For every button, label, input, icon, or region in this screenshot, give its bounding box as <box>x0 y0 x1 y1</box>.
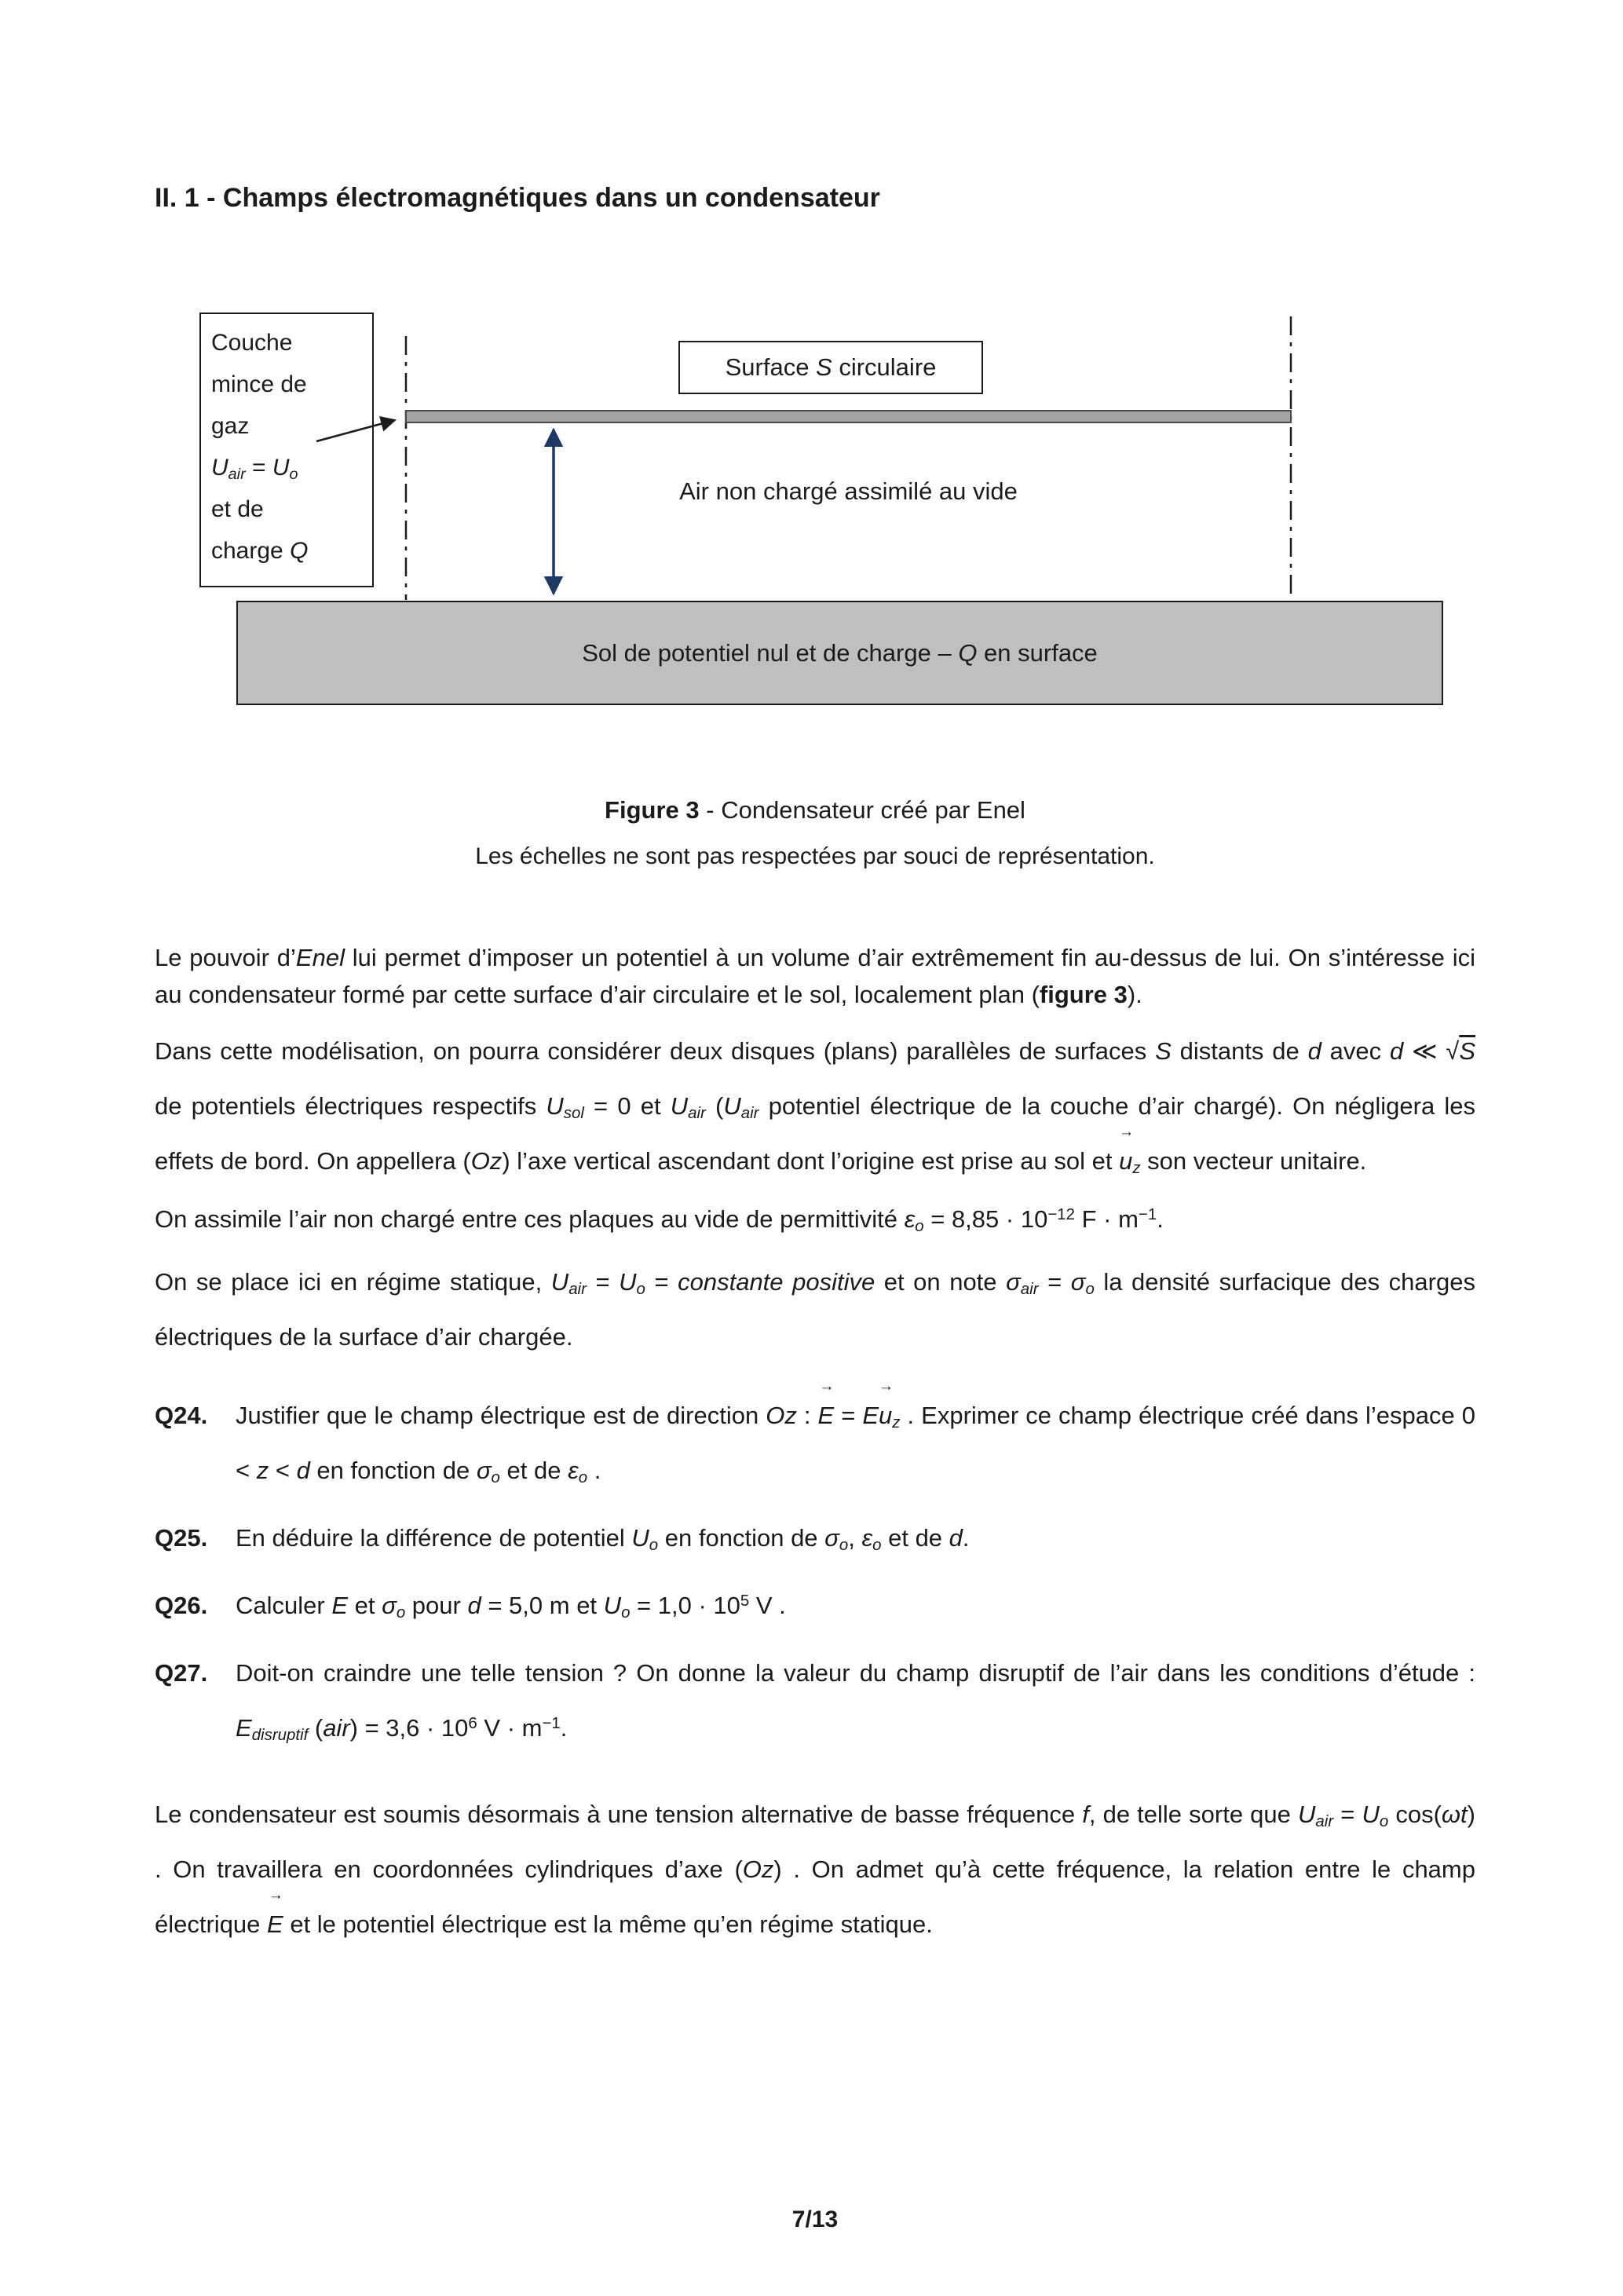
text-run: d <box>467 1592 481 1619</box>
question-q25-label: Q25. <box>155 1524 208 1552</box>
text-run: = <box>245 455 272 481</box>
text-run: mince de <box>211 371 307 397</box>
text-run: U <box>723 1092 741 1120</box>
text-run: σ <box>1070 1268 1086 1296</box>
figure-caption <box>155 796 1475 824</box>
text-run: Calculer <box>236 1592 332 1619</box>
text-run: circulaire <box>832 353 937 381</box>
text-run: On se place ici en régime statique, <box>155 1268 551 1296</box>
text-run: et de <box>499 1457 568 1484</box>
text-run: Q <box>958 638 978 667</box>
question-q25 <box>155 1511 1475 1566</box>
text-run: Le pouvoir d’ <box>155 944 296 971</box>
question-q25-body <box>236 1511 1475 1566</box>
text-run: < <box>269 1457 297 1484</box>
text-run: potentiel électrique de la couche d’air chargé). On négligera les effets de bord. On appellera ( <box>155 1092 1475 1175</box>
text-run: et on note <box>875 1268 1007 1296</box>
question-q24 <box>155 1388 1475 1498</box>
text-run: Dans cette modélisation, on pourra considérer deux disques (plans) parallèles de surfaces <box>155 1037 1156 1065</box>
text-run: et le potentiel électrique est la même qu’en régime statique. <box>283 1910 933 1938</box>
gas-box-line-4 <box>211 447 362 488</box>
text-run: constante positive <box>678 1268 875 1296</box>
text-run: En déduire la différence de potentiel <box>236 1524 632 1552</box>
text-run: u → <box>1119 1134 1132 1189</box>
text-run: . Exprimer ce champ électrique créé dans l’espace <box>900 1402 1462 1429</box>
paragraph-intro <box>155 939 1475 1013</box>
text-run: = <box>834 1402 863 1429</box>
text-run: S <box>816 353 832 381</box>
gas-box-line-5 <box>211 488 362 530</box>
text-run: Sol de potentiel nul et de charge – <box>582 638 959 667</box>
text-run: F · m <box>1074 1205 1139 1233</box>
text-run: d <box>1389 1037 1404 1065</box>
gas-box-line-2 <box>211 364 362 405</box>
text-run: air <box>740 1104 759 1123</box>
text-run: o <box>289 465 298 483</box>
text-run: = <box>1333 1801 1362 1828</box>
text-run: −1 <box>542 1713 561 1732</box>
text-run: Surface <box>725 353 817 381</box>
text-run: U <box>1362 1801 1380 1828</box>
text-run: air <box>323 1714 350 1742</box>
text-run: z <box>892 1413 901 1432</box>
text-run: de potentiels électriques respectifs <box>155 1092 546 1120</box>
figure-note <box>155 843 1475 870</box>
text-run: = 0 et <box>583 1092 671 1120</box>
text-run: E → <box>267 1897 283 1952</box>
text-run: sol <box>563 1104 584 1123</box>
text-run: ε <box>568 1457 579 1484</box>
text-run: air <box>568 1280 587 1299</box>
text-run: z <box>1132 1159 1141 1178</box>
text-run: Figure 3 <box>605 796 700 824</box>
text-run: figure 3 <box>1039 981 1128 1008</box>
text-run: air <box>1020 1280 1039 1299</box>
ground-bar <box>236 601 1443 705</box>
text-run: Enel <box>295 944 345 971</box>
text-run: On assimile l’air non chargé entre ces plaques au vide de permittivité <box>155 1205 905 1233</box>
text-run: Q <box>290 538 309 564</box>
text-run: ( <box>705 1092 724 1120</box>
text-run: . <box>560 1714 568 1742</box>
text-run: S <box>1155 1037 1172 1065</box>
text-run: σ <box>476 1457 492 1484</box>
text-run: avec <box>1321 1037 1390 1065</box>
paragraph-model <box>155 1024 1475 1189</box>
text-run: o <box>915 1217 924 1236</box>
text-run: en fonction de <box>309 1457 477 1484</box>
text-run: = <box>645 1268 678 1296</box>
text-run: , de telle sorte que <box>1088 1801 1299 1828</box>
text-run: Les échelles ne sont pas respectées par souci de représentation. <box>475 843 1155 869</box>
text-run: = 1,0 · 10 <box>630 1592 740 1619</box>
section-title: II. 1 - Champs électromagnétiques dans un condensateur <box>155 183 880 213</box>
text-run: ( <box>308 1714 324 1742</box>
text-run: U <box>550 1268 569 1296</box>
question-q27 <box>155 1646 1475 1756</box>
text-run: o <box>872 1536 882 1555</box>
text-run: ). <box>1127 981 1142 1008</box>
text-run: U <box>631 1524 649 1552</box>
text-run: charge <box>211 538 291 564</box>
text-run: Oz <box>470 1147 503 1175</box>
text-run: en fonction de <box>658 1524 825 1552</box>
text-run: Doit-on craindre une telle tension ? On donne la valeur du champ disruptif de l’air dans les conditions d’étude : <box>236 1659 1475 1687</box>
page-number: 7/13 <box>791 2206 839 2232</box>
text-run: en surface <box>977 638 1098 667</box>
text-run: et de <box>881 1524 949 1552</box>
text-run: ) l’axe vertical ascendant dont l’origine est prise au sol et <box>502 1147 1120 1175</box>
text-run: 6 <box>468 1713 477 1732</box>
text-run: U <box>1298 1801 1316 1828</box>
text-run: distants de <box>1171 1037 1308 1065</box>
text-run: o <box>839 1536 849 1555</box>
text-run: o <box>396 1603 406 1622</box>
text-run: σ <box>824 1524 839 1552</box>
text-run: cos( <box>1388 1801 1442 1828</box>
text-run: d <box>1307 1037 1321 1065</box>
text-run: o <box>621 1603 631 1622</box>
text-run: U <box>619 1268 637 1296</box>
text-run: la densité surfacique des charges électriques de la surface d’air chargée. <box>155 1268 1475 1351</box>
charged-air-layer-bar <box>406 411 1291 422</box>
text-run: 0 < <box>236 1402 1475 1484</box>
text-run: Justifier que le champ électrique est de direction <box>236 1402 766 1429</box>
text-run: . <box>962 1524 970 1552</box>
text-run: S <box>1459 1037 1475 1065</box>
question-q24-body <box>236 1388 1475 1498</box>
question-q26-body <box>236 1578 1475 1633</box>
text-run: air <box>228 465 246 483</box>
text-run: ε <box>861 1524 873 1552</box>
text-run: f <box>1082 1801 1089 1828</box>
text-run: o <box>636 1280 645 1299</box>
text-run: gaz <box>211 413 250 439</box>
text-run: 5 <box>740 1591 750 1610</box>
text-run: U <box>670 1092 689 1120</box>
gas-box-line-3 <box>211 405 362 447</box>
text-run: ≪ √ <box>1403 1037 1460 1065</box>
text-run: −12 <box>1047 1205 1075 1223</box>
text-run: = 8,85 · 10 <box>923 1205 1048 1233</box>
text-run: et <box>348 1592 382 1619</box>
text-run: ε <box>904 1205 916 1233</box>
text-run: Oz <box>766 1402 797 1429</box>
text-run: σ <box>382 1592 397 1619</box>
text-run: air <box>1315 1812 1334 1831</box>
question-q26-label: Q26. <box>155 1592 208 1619</box>
question-q26 <box>155 1578 1475 1633</box>
text-run: . <box>587 1457 601 1484</box>
text-run: o <box>649 1536 659 1555</box>
text-run: o <box>1379 1812 1389 1831</box>
text-run: . <box>1157 1205 1164 1233</box>
text-run: d <box>949 1524 963 1552</box>
text-run: U <box>272 455 290 481</box>
text-run: son vecteur unitaire. <box>1140 1147 1367 1175</box>
paragraph-ac-regime <box>155 1787 1475 1952</box>
text-run: d <box>296 1457 310 1484</box>
text-run: Couche <box>211 330 293 356</box>
text-run: , <box>848 1524 862 1552</box>
text-run: ) = 3,6 · 10 <box>349 1714 469 1742</box>
surface-label-box <box>678 341 983 394</box>
surface-label <box>726 353 937 382</box>
ground-label <box>582 639 1098 667</box>
text-run: o <box>1085 1280 1095 1299</box>
text-run: E <box>862 1402 879 1429</box>
air-region-label <box>406 477 1291 506</box>
text-run: E → <box>818 1388 835 1443</box>
question-q27-label: Q27. <box>155 1659 208 1687</box>
text-run: lui permet d’imposer un potentiel à un volume d’air extrêmement fin au-dessus de lui. On s’intéresse ici au condensateur formé par cette surface d’air circulaire et le sol, localement plan ( <box>155 944 1476 1008</box>
text-run: z <box>256 1457 269 1484</box>
text-run: σ <box>1006 1268 1021 1296</box>
text-run: Oz <box>742 1855 774 1883</box>
text-run: U <box>211 455 228 481</box>
text-run: U <box>546 1092 564 1120</box>
text-run: o <box>491 1468 500 1487</box>
text-run: disruptif <box>251 1726 309 1745</box>
gas-box-line-1 <box>211 322 362 364</box>
text-run: ) . On travaillera en coordonnées cylindriques d’axe ( <box>155 1801 1475 1883</box>
text-run: V · m <box>477 1714 543 1742</box>
text-run: E <box>331 1592 349 1619</box>
paragraph-static-regime <box>155 1255 1475 1365</box>
text-run: = <box>1038 1268 1071 1296</box>
text-run: u → <box>879 1388 892 1443</box>
text-run: E <box>236 1714 252 1742</box>
text-run: air <box>688 1104 706 1123</box>
question-q27-body <box>236 1646 1475 1756</box>
paragraph-permittivity <box>155 1192 1475 1247</box>
text-run: Air non chargé assimilé au vide <box>679 477 1018 505</box>
text-run: pour <box>405 1592 468 1619</box>
text-run: Le condensateur est soumis désormais à une tension alternative de basse fréquence <box>155 1801 1083 1828</box>
figure-3-diagram <box>155 313 1475 705</box>
gas-box-line-6 <box>211 530 362 572</box>
text-run: V . <box>749 1592 786 1619</box>
text-run: et de <box>211 496 264 522</box>
text-run: : <box>796 1402 818 1429</box>
text-run: - Condensateur créé par Enel <box>699 796 1025 824</box>
gas-layer-label-box <box>199 313 374 587</box>
text-run: o <box>578 1468 588 1487</box>
text-run: = 5,0 m et <box>481 1592 604 1619</box>
text-run: ) . On admet qu’à cette fréquence, la relation entre le champ électrique <box>155 1855 1475 1938</box>
text-run: ωt <box>1441 1801 1468 1828</box>
text-run: −1 <box>1138 1205 1157 1223</box>
question-q24-label: Q24. <box>155 1402 208 1429</box>
text-run: = <box>586 1268 620 1296</box>
text-run: U <box>603 1592 622 1619</box>
